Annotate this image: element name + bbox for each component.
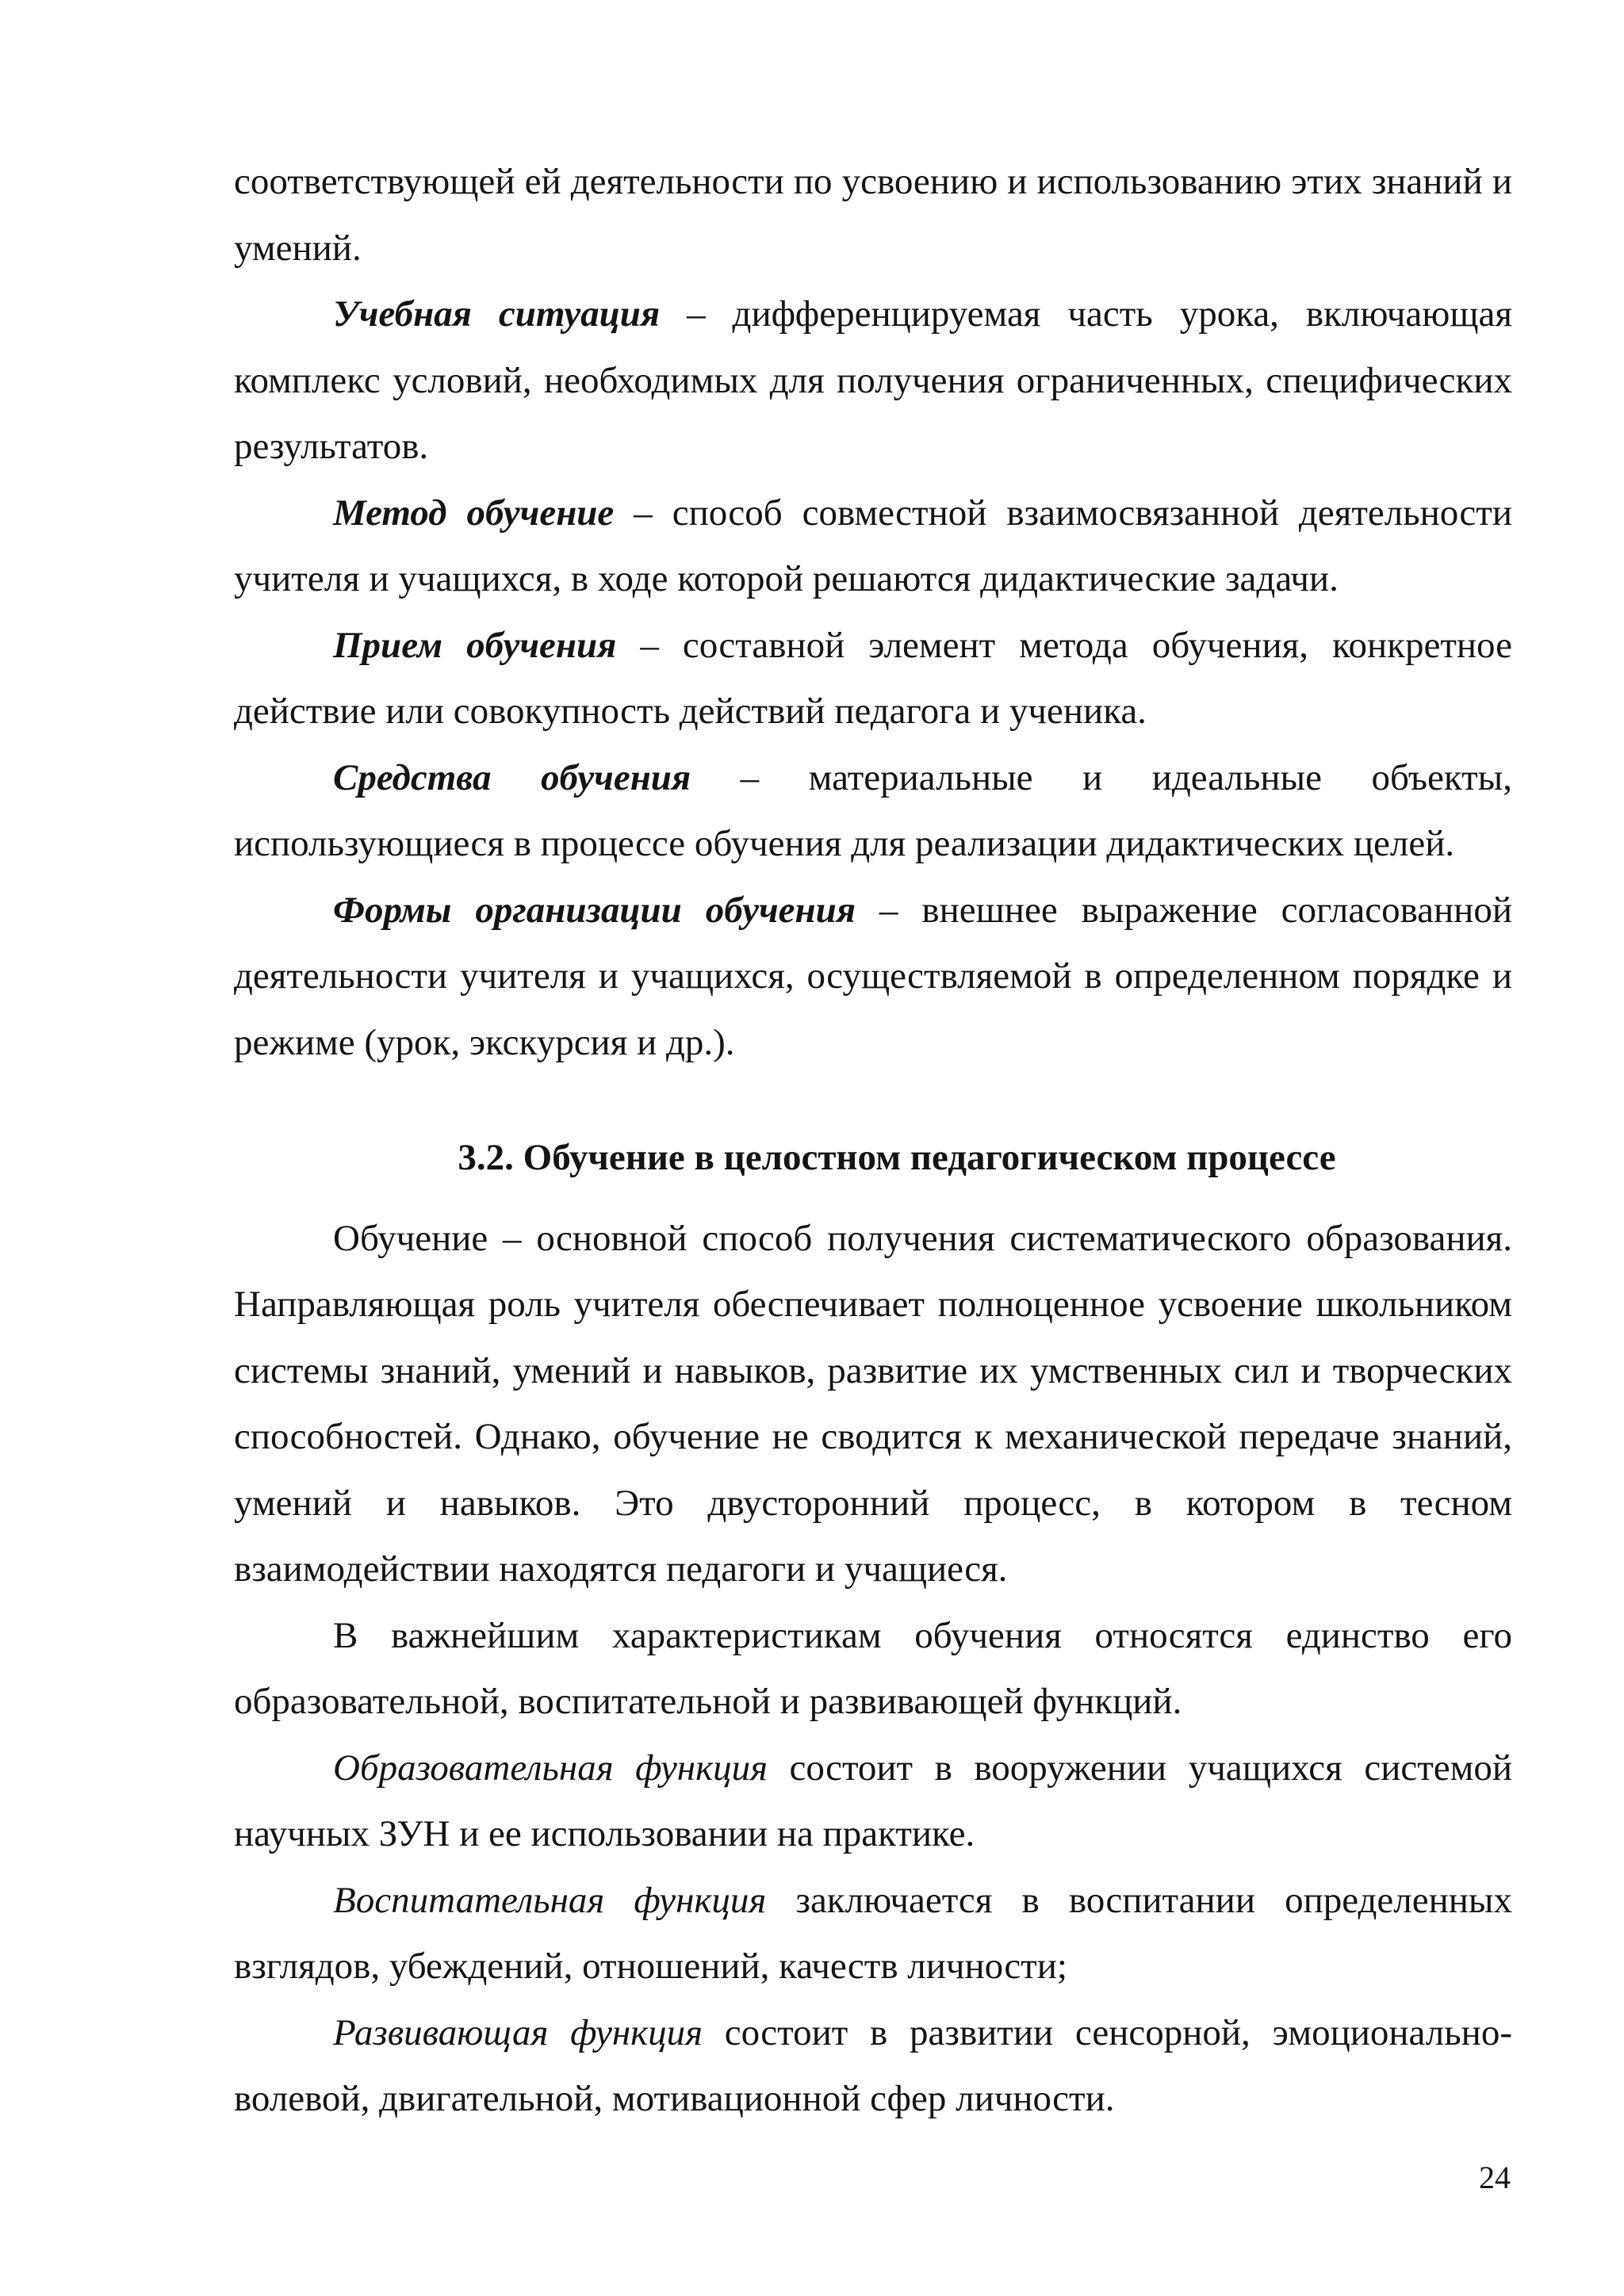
paragraph-text: соответствующей ей деятельности по усвоению и использованию этих знаний и умений. [234, 161, 1512, 269]
definition-term: Формы организации обучения [333, 889, 856, 931]
definition-teaching-technique [234, 613, 1512, 745]
section-paragraph-characteristics [234, 1603, 1512, 1735]
function-term: Воспитательная функция [333, 1879, 767, 1921]
paragraph-text: Обучение – основной способ получения систематического образования. Направляющая роль учителя обеспечивает полноценное усвоение школьником системы знаний, умений и навыков, развитие их умственных сил и творческих способностей. Однако, обучение не сводится к механической передаче знаний, умений и навыков. Это двусторонний процесс, в котором в тесном взаимодействии находятся педагоги и учащиеся. [234, 1217, 1512, 1590]
paragraph-continuation [234, 149, 1512, 281]
definition-text: – составной элемент метода обучения, конкретное действие или совокупность действий педагога и ученика. [234, 624, 1512, 732]
definition-educational-situation [234, 281, 1512, 480]
section-paragraph-upbringing-function [234, 1868, 1512, 2000]
definition-teaching-method [234, 480, 1512, 613]
definition-text: – внешнее выражение согласованной деятельности учителя и учащихся, осуществляемой в определенном порядке и режиме (урок, экскурсия и др.). [234, 889, 1512, 1063]
paragraph-text: заключается в воспитании определенных взглядов, убеждений, отношений, качеств личности; [234, 1879, 1512, 1987]
definition-term: Средства обучения [333, 756, 691, 798]
section-paragraph-developing-function [234, 2000, 1512, 2133]
page-number: 24 [1479, 2160, 1511, 2195]
definition-term: Прием обучения [333, 624, 617, 666]
section-paragraph-educational-function [234, 1735, 1512, 1868]
definition-organization-forms [234, 878, 1512, 1077]
definition-text: – дифференцируемая часть урока, включающая комплекс условий, необходимых для получения ограниченных, специфических результатов. [234, 293, 1512, 467]
section-heading: 3.2. Обучение в целостном педагогическом процессе [458, 1137, 1336, 1178]
paragraph-text: состоит в развитии сенсорной, эмоционально-волевой, двигательной, мотивационной сфер личности. [234, 2011, 1512, 2119]
definition-text: – материальные и идеальные объекты, использующиеся в процессе обучения для реализации дидактических целей. [234, 756, 1512, 864]
document-page [234, 149, 1512, 2133]
function-term: Развивающая функция [333, 2011, 703, 2053]
paragraph-text: состоит в вооружении учащихся системой научных ЗУН и ее использовании на практике. [234, 1747, 1513, 1854]
definition-text: – способ совместной взаимосвязанной деятельности учителя и учащихся, в ходе которой решаются дидактические задачи. [234, 492, 1512, 599]
paragraph-text: В важнейшим характеристикам обучения относятся единство его образовательной, воспитательной и развивающей функций. [234, 1614, 1512, 1722]
definition-term: Метод обучение [333, 492, 615, 534]
definition-term: Учебная ситуация [333, 293, 661, 335]
section-paragraph-learning [234, 1206, 1512, 1603]
function-term: Образовательная функция [333, 1747, 768, 1789]
definition-teaching-means [234, 745, 1512, 878]
